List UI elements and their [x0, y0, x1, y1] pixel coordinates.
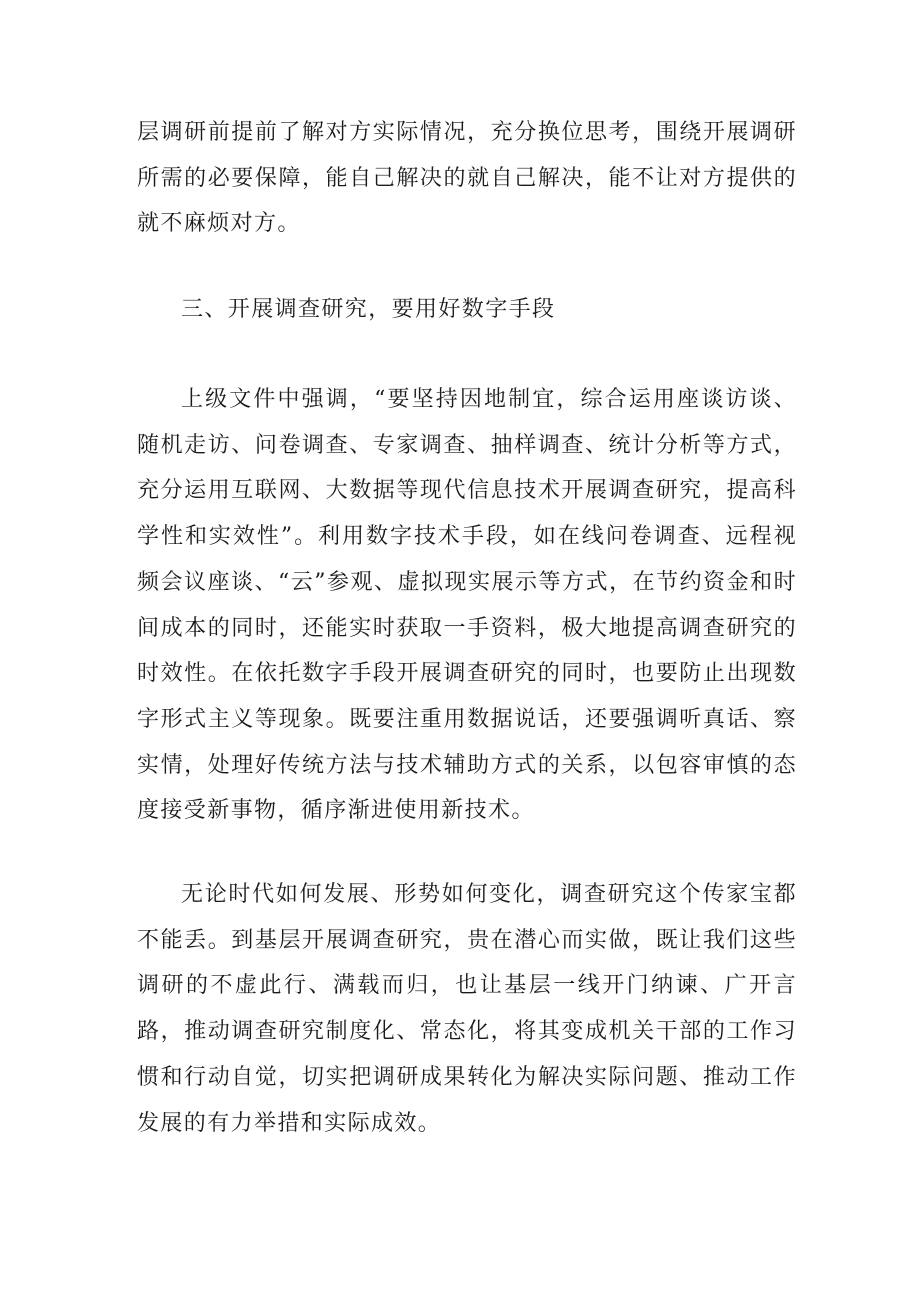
- paragraph-digital-means: 上级文件中强调，“要坚持因地制宜，综合运用座谈访谈、随机走访、问卷调查、专家调查、抽样调查、统计分析等方式，充分运用互联网、大数据等现代信息技术开展调查研究，提高科学性和实效性”。利用数字技术手段，如在线问卷调查、远程视频会议座谈、“云”参观、虚拟现实展示等方式，在节约资金和时间成本的同时，还能实时获取一手资料，极大地提高调查研究的时效性。在依托数字手段开展调查研究的同时，也要防止出现数字形式主义等现象。既要注重用数据说话，还要强调听真话、察实情，处理好传统方法与技术辅助方式的关系，以包容审慎的态度接受新事物，循序渐进使用新技术。: [137, 387, 797, 824]
- paragraph-continued: 层调研前提前了解对方实际情况，充分换位思考，围绕开展调研所需的必要保障，能自己解决的就自己解决，能不让对方提供的就不麻烦对方。: [137, 120, 797, 237]
- paragraph-conclusion: 无论时代如何发展、形势如何变化，调查研究这个传家宝都不能丢。到基层开展调查研究，贵在潜心而实做，既让我们这些调研的不虚此行、满载而归，也让基层一线开门纳谏、广开言路，推动调查研究制度化、常态化，将其变成机关干部的工作习惯和行动自觉，切实把调研成果转化为解决实际问题、推动工作发展的有力举措和实际成效。: [137, 882, 797, 1136]
- section-heading-3: 三、开展调查研究，要用好数字手段: [181, 297, 556, 322]
